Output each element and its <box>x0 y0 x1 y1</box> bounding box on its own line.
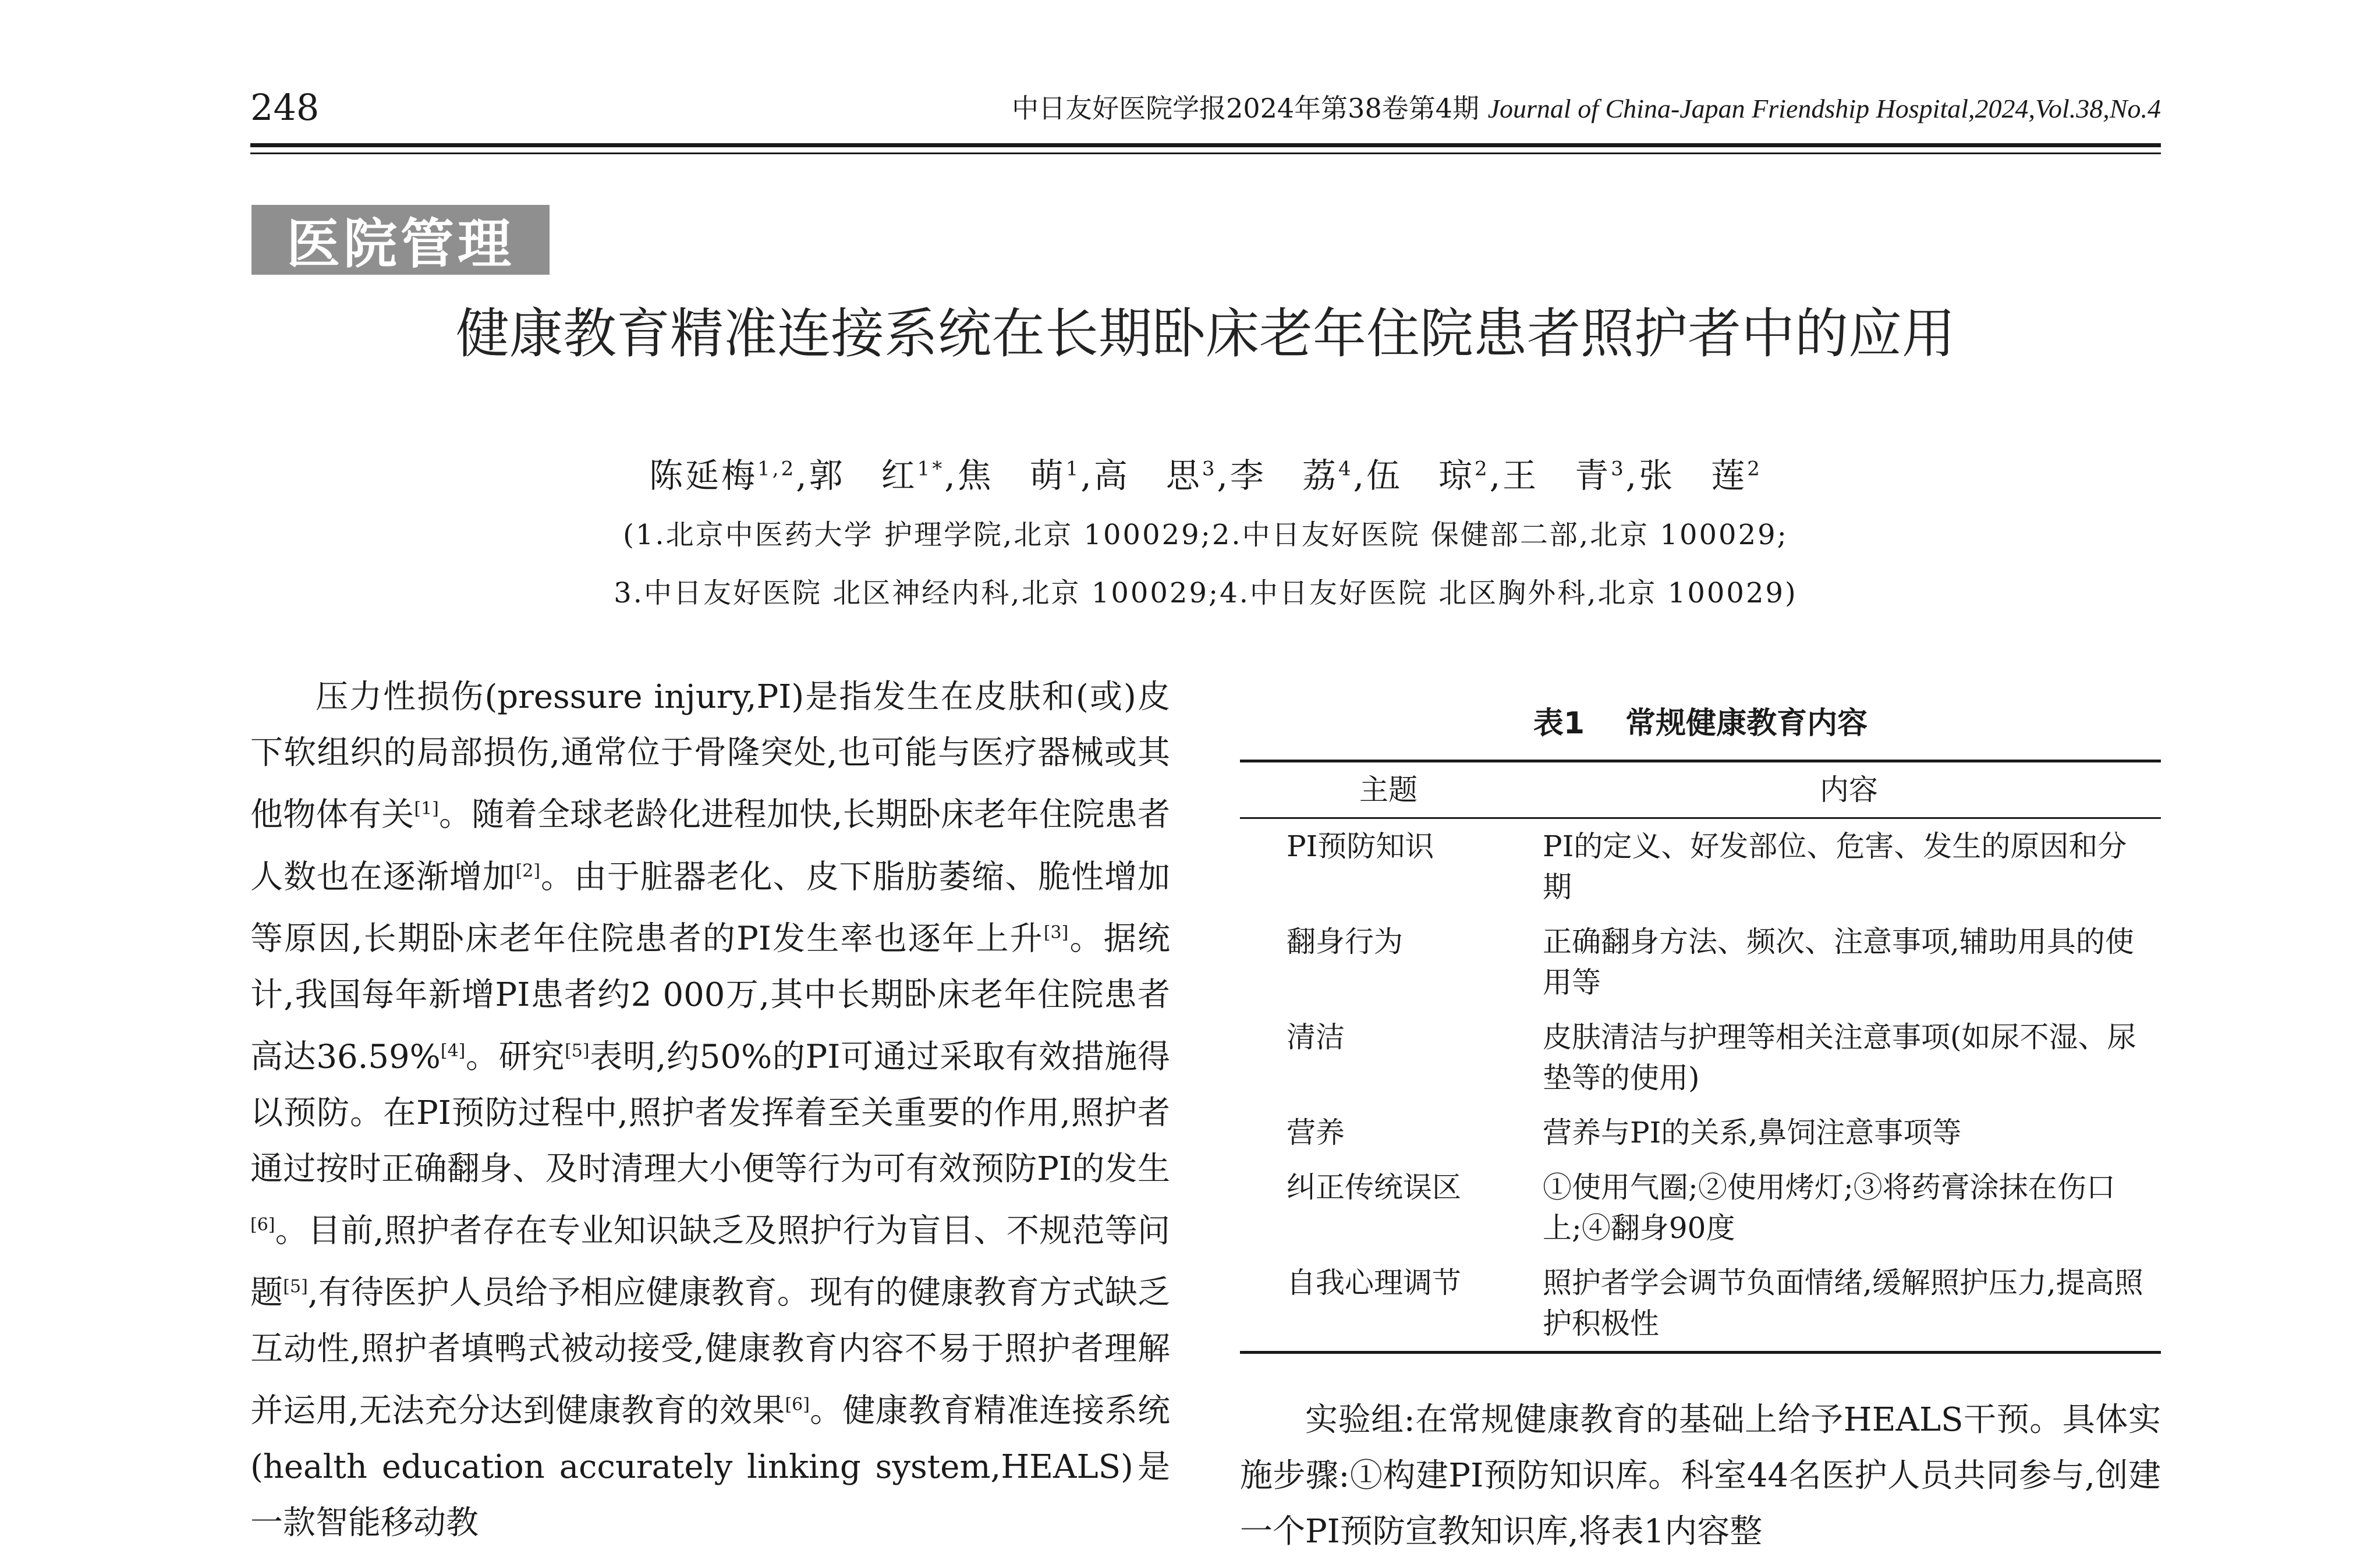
table-cell-topic: 纠正传统误区 <box>1287 1170 1461 1204</box>
table-header-topic: 主题 <box>1359 773 1418 807</box>
page-number: 248 <box>250 86 320 129</box>
citation-ref: [6] <box>250 1214 275 1235</box>
author: 张 莲$^2$ <box>1639 456 1762 495</box>
header-rule-thick <box>250 143 2161 147</box>
author: 陈延梅$^{1,2}$ <box>649 456 796 495</box>
table-cell-topic: 清洁 <box>1287 1020 1345 1054</box>
table-header-row <box>1240 761 2161 818</box>
table-title: 常规健康教育内容 <box>1625 706 1868 741</box>
author: 焦 萌$^1$ <box>957 456 1081 495</box>
table-cell-content: 照护者学会调节负面情绪,缓解照护压力,提高照护积极性 <box>1543 1266 2143 1340</box>
author: 李 荔$^4$ <box>1229 456 1353 495</box>
table-cell-topic: PI预防知识 <box>1287 829 1434 863</box>
citation-ref: [2] <box>515 860 541 881</box>
body-text-right-column <box>1240 1392 2161 1568</box>
citation-ref: [3] <box>1043 923 1069 943</box>
affiliation-line-2: 3.中日友好医院 北区神经内科,北京 100029;4.中日友好医院 北区胸外科,北京 100029) <box>614 577 1798 609</box>
method-paragraph: 实验组:在常规健康教育的基础上给予HEALS干预。具体实施步骤:①构建PI预防知识库。科室44名医护人员共同参与,创建一个PI预防宣教知识库,将表1内容整 <box>1240 1401 2161 1551</box>
table-row <box>1240 818 2161 915</box>
table-number: 表1 <box>1533 706 1585 741</box>
author: 郭 红$^{1*}$ <box>809 456 945 495</box>
table-row <box>1240 1105 2161 1160</box>
journal-name-en: Journal of China-Japan Friendship Hospital,2024,Vol.38,No.4 <box>1487 94 2161 123</box>
table-header-content: 内容 <box>1820 773 1878 807</box>
table-cell-content: ①使用气圈;②使用烤灯;③将药膏涂抹在伤口上;④翻身90度 <box>1543 1170 2115 1245</box>
citation-ref: [1] <box>414 799 439 819</box>
citation-ref: [5] <box>283 1276 308 1297</box>
intro-paragraph: 压力性损伤(pressure injury,PI)是指发生在皮肤和(或)皮下软组织的局部损伤,通常位于骨隆突处,也可能与医疗器械或其他物体有关[1]。随着全球老龄化进程加快,长期卧床老年住院患者人数也在逐渐增加[2]。由于脏器老化、皮下脂肪萎缩、脆性增加等原因,长期卧床老年住院患者的PI发生率也逐年上升[3]。据统计,我国每年新增PI患者约2 000万,其中长期卧床老年住院患者高达36.59%[4]。研究[5]表明,约50%的PI可通过采取有效措施得以预防。在PI预防过程中,照护者发挥着至关重要的作用,照护者通过按时正确翻身、及时清理大小便等行为可有效预防PI的发生[6]。目前,照护者存在专业知识缺乏及照护行为盲目、不规范等问题[5],有待医护人员给予相应健康教育。现有的健康教育方式缺乏互动性,照护者填鸭式被动接受,健康教育内容不易于照护者理解并运用,无法充分达到健康教育的效果[6]。健康教育精准连接系统(health education accurately linking system,HEALS)是一款智能移动教 <box>250 678 1170 1542</box>
citation-ref: [6] <box>785 1394 810 1415</box>
table-row <box>1240 1160 2161 1255</box>
table-cell-content: 营养与PI的关系,鼻饲注意事项等 <box>1543 1116 1962 1150</box>
table-row <box>1240 1010 2161 1105</box>
table-row <box>1240 1255 2161 1353</box>
author: 伍 琼$^2$ <box>1366 456 1490 495</box>
citation-ref: [5] <box>565 1040 590 1061</box>
table-cell-topic: 自我心理调节 <box>1287 1266 1461 1300</box>
journal-name-cn: 中日友好医院学报2024年第38卷第4期 <box>1012 93 1479 124</box>
table-row <box>1240 914 2161 1010</box>
column-tag: 医院管理 <box>251 205 550 275</box>
table-caption <box>1240 698 2161 742</box>
author-list: 陈延梅$^{1,2}$,郭 红$^{1*}$,焦 萌$^1$,高 思$^3$,李 荔$^4$,伍 琼$^2$,王 青$^3$,张 莲$^2$ <box>649 456 1762 495</box>
affiliation-line-1: (1.北京中医药大学 护理学院,北京 100029;2.中日友好医院 保健部二部,北京 100029; <box>623 519 1788 551</box>
education-content-table <box>1240 760 2161 1354</box>
journal-header <box>1012 87 2161 126</box>
table-cell-content: 皮肤清洁与护理等相关注意事项(如尿不湿、尿垫等的使用) <box>1543 1020 2136 1095</box>
table-cell-topic: 翻身行为 <box>1287 925 1403 959</box>
citation-ref: [4] <box>440 1040 466 1061</box>
author: 王 青$^3$ <box>1502 456 1626 495</box>
table-cell-topic: 营养 <box>1287 1116 1345 1150</box>
table-cell-content: 正确翻身方法、频次、注意事项,辅助用具的使用等 <box>1543 925 2134 999</box>
header-rule-thin <box>250 152 2161 154</box>
table-cell-content: PI的定义、好发部位、危害、发生的原因和分期 <box>1543 829 2127 904</box>
author: 高 思$^3$ <box>1093 456 1217 495</box>
article-title: 健康教育精准连接系统在长期卧床老年住院患者照护者中的应用 <box>455 303 1955 365</box>
body-text-left-column <box>250 669 1170 1568</box>
